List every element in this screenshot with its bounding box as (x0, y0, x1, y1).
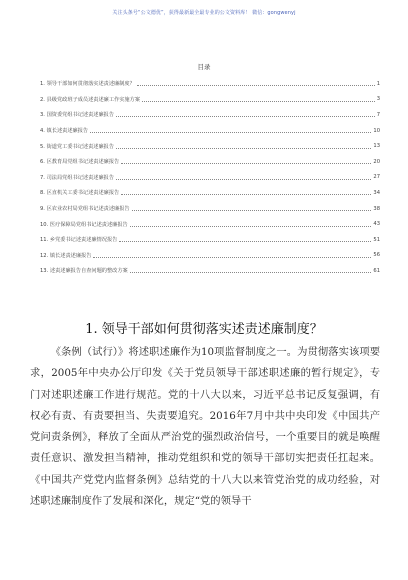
toc-entry[interactable] (40, 92, 380, 108)
toc-entry[interactable] (40, 107, 380, 123)
toc-entry-page: 20 (373, 158, 380, 165)
toc-leader-dots (130, 226, 372, 227)
toc-leader-dots (132, 210, 372, 211)
toc-entry-title: 13. 述责述廉报告自查问题的整改方案 (40, 268, 128, 275)
toc-leader-dots (142, 101, 375, 102)
toc-entry-page: 43 (373, 221, 380, 228)
toc-leader-dots (121, 194, 371, 195)
toc-leader-dots (137, 85, 375, 86)
toc-leader-dots (90, 132, 371, 133)
toc-entry[interactable] (40, 216, 380, 232)
toc-entry-page: 7 (376, 111, 380, 118)
toc-entry[interactable] (40, 185, 380, 201)
toc-entry[interactable] (40, 232, 380, 248)
toc-leader-dots (116, 116, 375, 117)
toc-entry-page: 34 (373, 189, 380, 196)
article-heading: 1. 领导干部如何贯彻落实述责述廉制度？ (85, 322, 323, 337)
toc-title: 目录 (197, 63, 211, 71)
header-banner: 关注头条号“公文德优”，获得最新最全最专业的公文资料库！ 微信：gongwenyj (112, 10, 296, 16)
toc-entry-title: 3. 国资委党组书记述责述廉报告 (40, 112, 115, 119)
toc-leader-dots (116, 179, 371, 180)
toc-entry-page: 61 (373, 267, 380, 274)
article-paragraph: 《条例（试行）》将述职述廉作为10项监督制度之一。为贯彻落实该项要求，2005年中央办公厅印发《关于党员领导干部述职述廉的暂行规定》，专门对述职述廉工作进行规范。党的十八大以来，习近平总书记反复强调，有权必有责、有责要担当、失责要追究。2016年7月中共中央印发《中国共产党问责条例》，释放了全面从严治党的强烈政治信号，一个重要目的就是唤醒责任意识、激发担当精神，推动党组织和党的领导干部切实把责任扛起来。《中国共产党党内监督条例》总结党的十八大以来管党治党的成功经验，对述职述廉制度作了发展和深化，规定“党的领导干 (30, 346, 380, 508)
toc-entry[interactable] (40, 201, 380, 217)
toc-entry-title: 7. 司法局党组书记述责述廉报告 (40, 174, 115, 181)
toc-entry-title: 1. 领导干部如何贯彻落实述责述廉制度？ (40, 81, 135, 88)
table-of-contents (40, 76, 380, 279)
toc-entry-page: 51 (373, 236, 380, 243)
toc-entry[interactable] (40, 248, 380, 264)
toc-entry-title: 2. 县级党政班子成员述责述廉工作实施方案 (40, 96, 140, 103)
toc-entry-title: 4. 镇长述责述廉报告 (40, 128, 89, 135)
toc-leader-dots (130, 272, 372, 273)
toc-entry-page: 13 (373, 143, 380, 150)
toc-entry-title: 6. 区教育局党组书记述责述廉报告 (40, 159, 120, 166)
toc-entry-page: 10 (373, 127, 380, 134)
toc-leader-dots (121, 163, 371, 164)
toc-entry-page: 38 (373, 205, 380, 212)
toc-entry[interactable] (40, 170, 380, 186)
toc-entry[interactable] (40, 123, 380, 139)
toc-entry-title: 11. 乡党委书记述责述廉情况报告 (40, 237, 118, 244)
toc-entry-title: 10. 医疗保障局党组书记述责述廉报告 (40, 221, 128, 228)
article-body (30, 342, 380, 512)
toc-entry-title: 12. 镇长述责述廉报告 (40, 252, 92, 259)
toc-entry[interactable] (40, 76, 380, 92)
toc-entry-page: 27 (373, 174, 380, 181)
toc-entry-page: 3 (376, 96, 380, 103)
toc-leader-dots (119, 241, 371, 242)
toc-entry-title: 9. 区农业农村局党组书记述责述廉报告 (40, 206, 130, 213)
toc-entry-page: 1 (376, 80, 380, 87)
toc-entry-page: 56 (373, 252, 380, 259)
toc-entry-title: 5. 街道党工委书记述责述廉报告 (40, 143, 115, 150)
toc-leader-dots (116, 148, 371, 149)
toc-leader-dots (93, 257, 371, 258)
toc-entry[interactable] (40, 154, 380, 170)
toc-entry[interactable] (40, 138, 380, 154)
toc-entry[interactable] (40, 263, 380, 279)
toc-entry-title: 8. 区直机关工委书记述责述廉报告 (40, 190, 120, 197)
